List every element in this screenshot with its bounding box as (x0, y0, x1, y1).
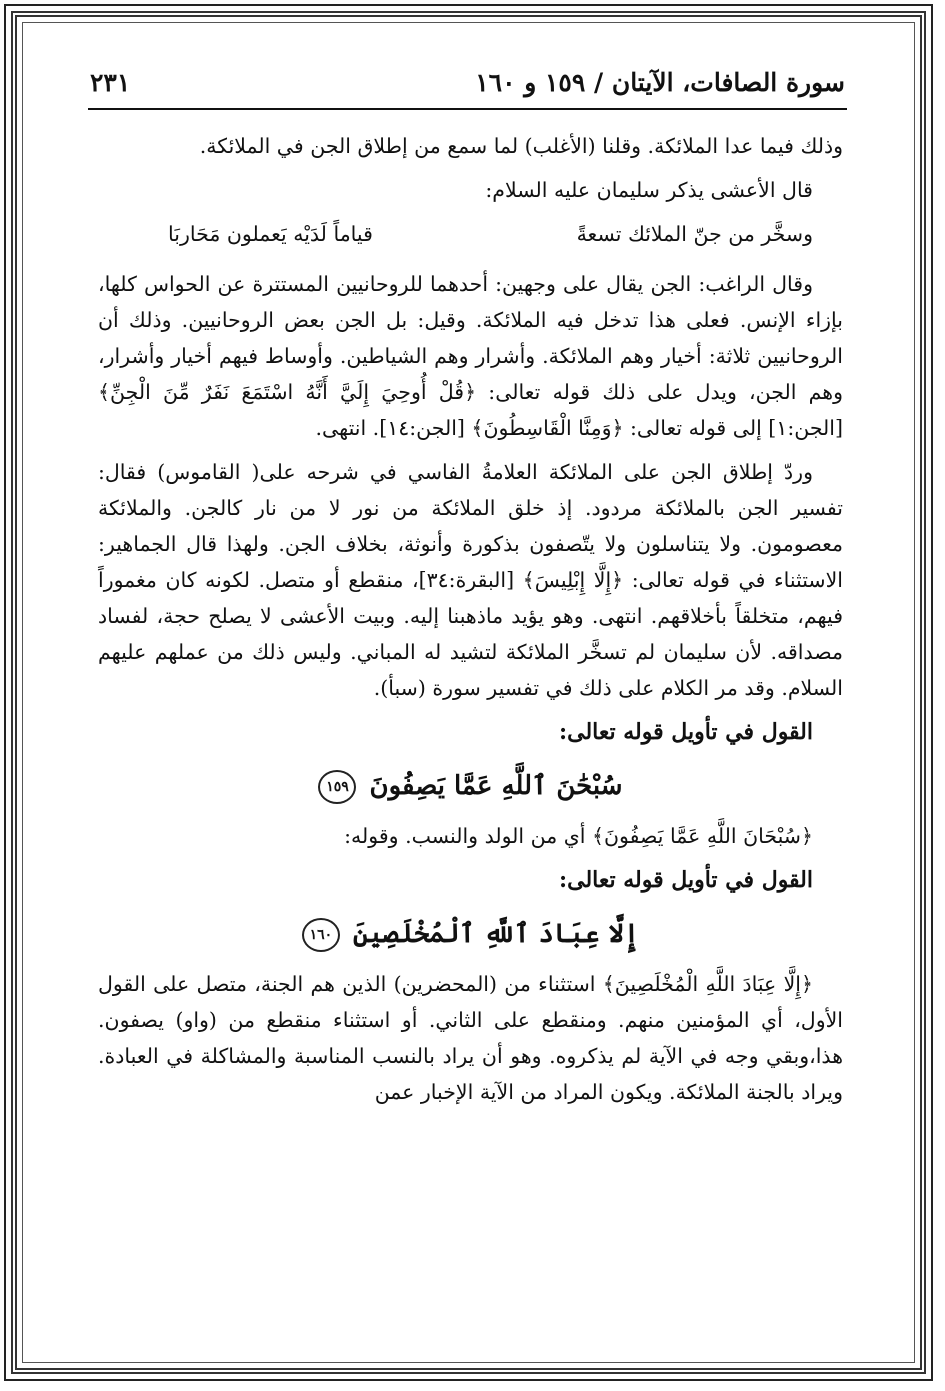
verse-text: إِلَّا عِبَادَ ٱللَّهِ ٱلْمُخْلَصِينَ (352, 919, 640, 949)
paragraph: وقال الراغب: الجن يقال على وجهين: أحدهما للروحانيين المستترة عن الحواس كلها، بإزاء الإنس. فعلى هذا تدخل فيه الملائكة. وقيل: بل الجن بعض الروحانيين. وذلك أن الروحانيين ثلاثة: أخيار وهم الملائكة. وأشرار وهم الشياطين. وأوساط فيهم أخيار وأشرار، وهم الجن، ويدل على ذلك قوله تعالى: ﴿قُلْ أُوحِيَ إِلَيَّ أَنَّهُ اسْتَمَعَ نَفَرٌ مِّنَ الْجِنِّ﴾ [الجن:١] إلى قوله تعالى: ﴿وَمِنَّا الْقَاسِطُونَ﴾ [الجن:١٤]. انتهى. (98, 272, 843, 440)
quran-verse (98, 912, 843, 956)
poem-hemistich-right: وسخَّر من جنّ الملائك تسعةً (576, 222, 813, 246)
poem-intro: قال الأعشى يذكر سليمان عليه السلام: (485, 178, 813, 202)
verse-text: سُبْحَٰنَ ٱللَّهِ عَمَّا يَصِفُونَ (369, 771, 623, 801)
header-title: سورة الصافات، الآيتان / ١٥٩ و ١٦٠ (475, 67, 845, 97)
poem-verse (98, 216, 843, 252)
paragraph: ﴿سُبْحَانَ اللَّهِ عَمَّا يَصِفُونَ﴾ أي من الولد والنسب. وقوله: (344, 824, 813, 848)
paragraph: وردّ إطلاق الجن على الملائكة العلامةُ الفاسي في شرحه على( القاموس) فقال: تفسير الجن بالملائكة مردود. إذ خلق الملائكة من نور لا من نار كالجن. والملائكة معصومون. ولا يتناسلون ولا يتّصفون بذكورة وأنوثة، بخلاف الجن. ولهذا قال الجماهير: الاستثناء في قوله تعالى: ﴿إِلَّا إِبْلِيسَ﴾ [البقرة:٣٤]، منقطع أو متصل. لكونه كان مغموراً فيهم، متخلقاً بأخلاقهم. انتهى. وهو يؤيد ماذهبنا إليه. وبيت الأعشى لا يصلح حجة، لفساد مصداقه. لأن سليمان لم تسخَّر الملائكة لتشيد له المباني. وليس ذلك من عملهم عليهم السلام. وقد مر الكلام على ذلك في تفسير سورة (سبأ). (98, 460, 843, 700)
page-body (98, 128, 843, 1118)
verse-number: ١٥٩ (318, 770, 356, 804)
section-heading: القول في تأويل قوله تعالى: (559, 719, 813, 745)
poem-hemistich-left: قياماً لَدَيْه يَعملون مَحَاربَا (168, 222, 373, 246)
section-heading: القول في تأويل قوله تعالى: (559, 867, 813, 893)
paragraph: وذلك فيما عدا الملائكة. وقلنا (الأغلب) لما سمع من إطلاق الجن في الملائكة. (199, 134, 843, 158)
header-divider (88, 108, 847, 110)
running-header (90, 62, 845, 102)
page-number: ٢٣١ (90, 67, 131, 97)
verse-number: ١٦٠ (302, 918, 340, 952)
quran-verse (98, 764, 843, 808)
paragraph: ﴿إِلَّا عِبَادَ اللَّهِ الْمُخْلَصِينَ﴾ استثناء من (المحضرين) الذين هم الجنة، متصل على القول الأول، أي المؤمنين منهم. ومنقطع على الثاني. أو استثناء منقطع من (واو) يصفون. هذا،وبقي وجه في الآية لم يذكروه. وهو أن يراد بالنسب المناسبة والمشاكلة في العبادة. ويراد بالجنة الملائكة. ويكون المراد من الآية الإخبار عمن (98, 972, 843, 1104)
